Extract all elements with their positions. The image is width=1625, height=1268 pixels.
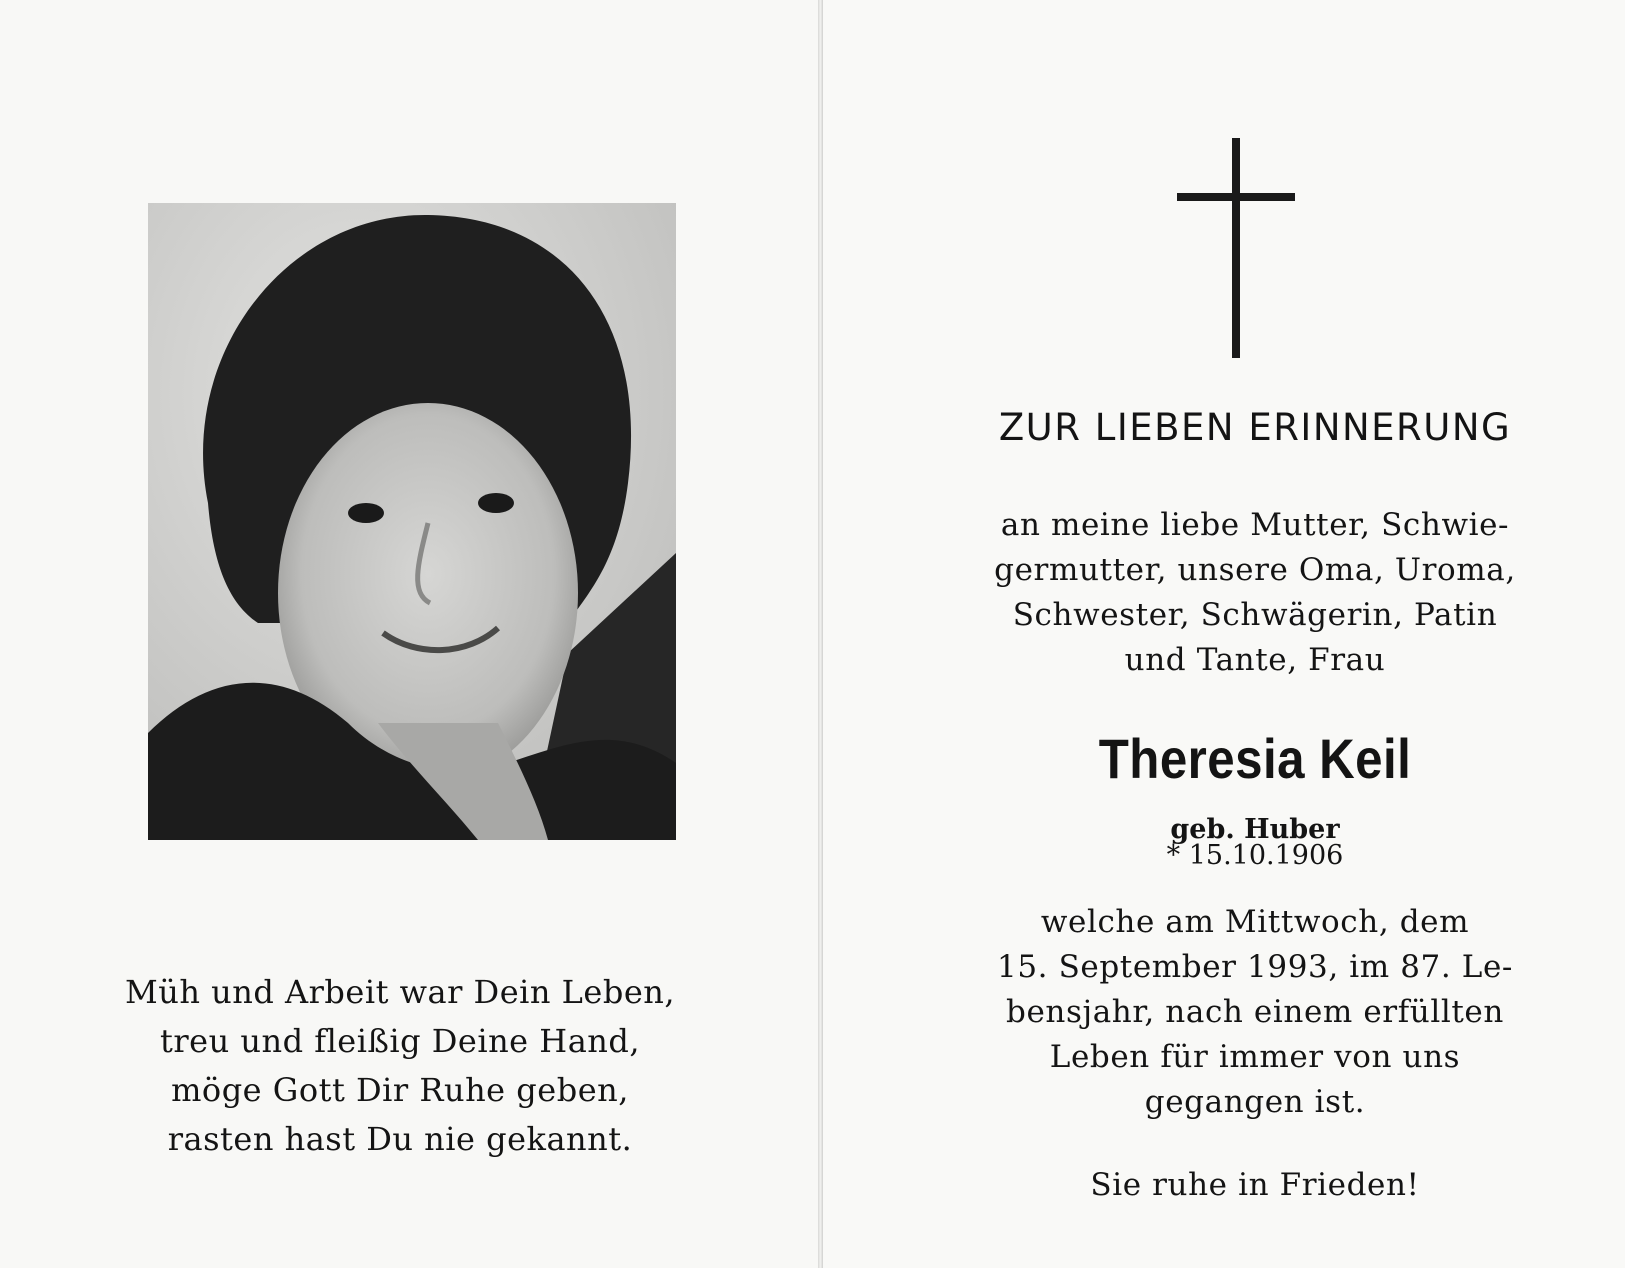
text-line: bensjahr, nach einem erfüllten [1006, 994, 1504, 1030]
text-line: 15. September 1993, im 87. Le- [997, 949, 1513, 985]
closing-blessing: Sie ruhe in Frieden! [1090, 1167, 1420, 1203]
maiden-name: geb. Huber [1170, 814, 1340, 845]
memorial-poem [60, 968, 740, 1164]
death-notice-text [935, 900, 1575, 1125]
poem-line: möge Gott Dir Ruhe geben, [171, 1071, 629, 1109]
text-line: gegangen ist. [1144, 1084, 1366, 1120]
cross-vertical-bar [1232, 138, 1240, 358]
text-line: an meine liebe Mutter, Schwie- [1000, 507, 1510, 543]
poem-line: rasten hast Du nie gekannt. [167, 1120, 633, 1158]
poem-line: Müh und Arbeit war Dein Leben, [124, 973, 676, 1011]
cross-horizontal-bar [1177, 193, 1295, 201]
text-line: germutter, unsere Oma, Uroma, [994, 552, 1516, 588]
text-line: und Tante, Frau [1124, 642, 1386, 678]
relationship-text [935, 503, 1575, 683]
text-line: Schwester, Schwägerin, Patin [1012, 597, 1498, 633]
text-line: welche am Mittwoch, dem [1040, 904, 1470, 940]
text-line: Leben für immer von uns [1049, 1039, 1461, 1075]
deceased-name: Theresia Keil [1098, 727, 1412, 790]
remembrance-heading: ZUR LIEBEN ERINNERUNG [998, 406, 1512, 449]
poem-line: treu und fleißig Deine Hand, [159, 1022, 641, 1060]
portrait-photo [148, 203, 676, 840]
latin-cross-icon [1177, 138, 1295, 358]
birth-date: * 15.10.1906 [1166, 840, 1344, 871]
